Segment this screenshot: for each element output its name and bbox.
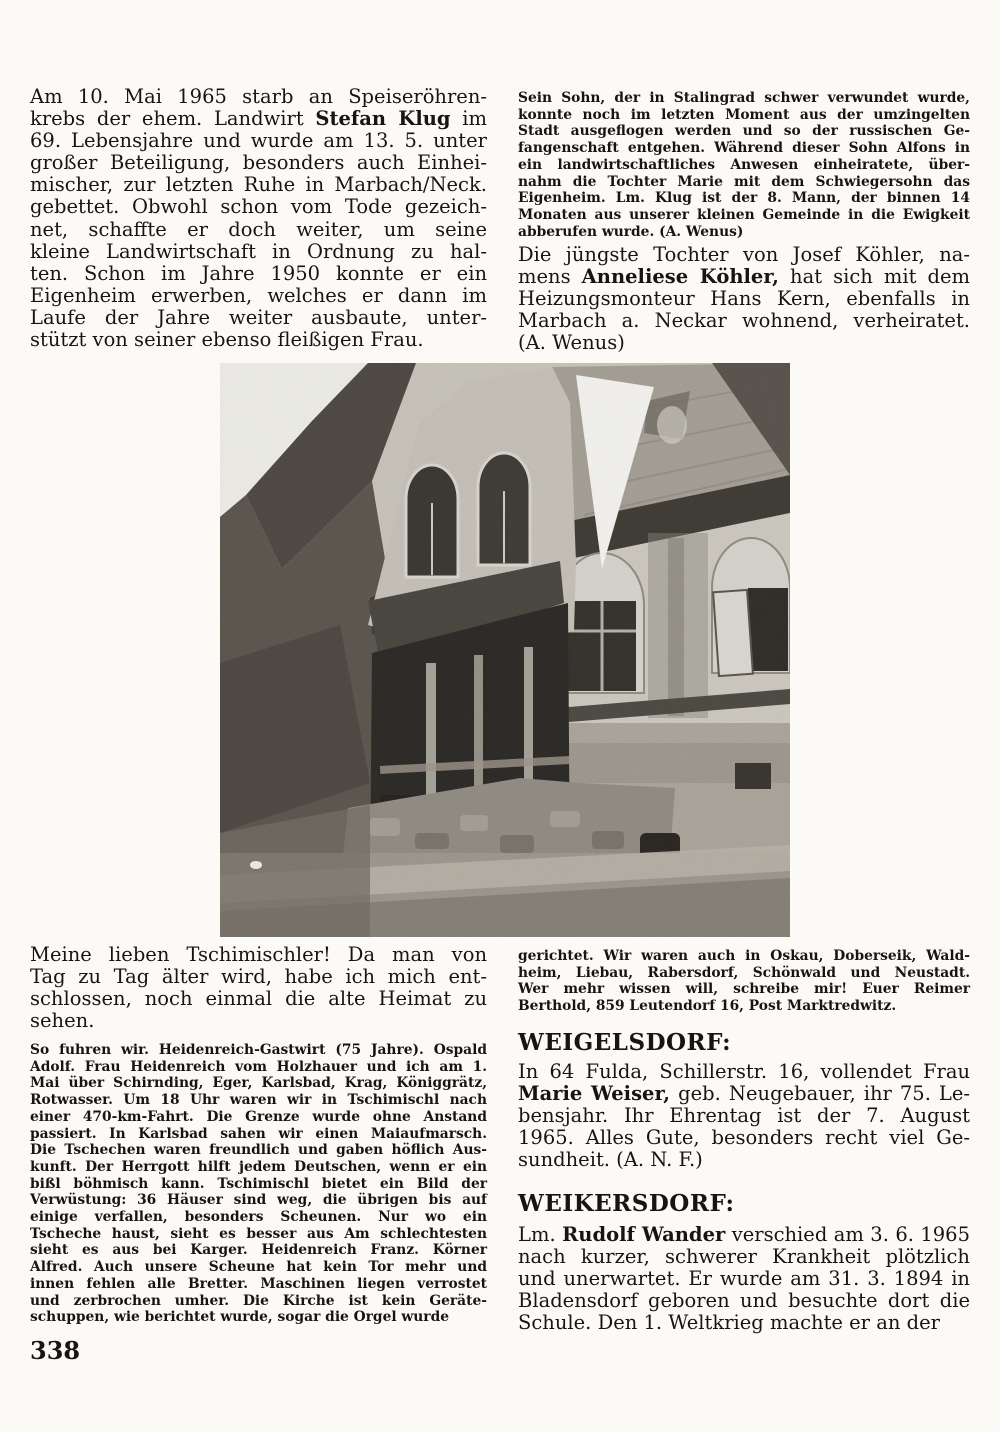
text-line: ein landwirtschaftliches Anwesen einheiratete, über-	[518, 156, 970, 173]
text-line: konnte noch im letzten Moment aus der umzingelten	[518, 106, 970, 123]
text-line: Die Tschechen waren freundlich und gaben höflich Aus-	[30, 1142, 487, 1159]
text-line: und unerwartet. Er wurde am 31. 3. 1894 in	[518, 1267, 970, 1291]
section-heading-weikersdorf: WEIKERSDORF:	[518, 1190, 735, 1217]
text-line: 69. Lebensjahre und wurde am 13. 5. unter	[30, 129, 487, 153]
text-line: stützt von seiner ebenso fleißigen Frau.	[30, 328, 424, 352]
text-line: passiert. In Karlsbad sahen wir einen Maiaufmarsch.	[30, 1125, 487, 1142]
article-travel-report-end	[518, 948, 970, 1015]
text-line: Alfred. Auch unsere Scheune hat kein Tor mehr und	[30, 1259, 487, 1276]
text-line: bißl böhmisch kann. Tschimischl bietet ein Bild der	[30, 1175, 487, 1192]
text-line: In 64 Fulda, Schillerstr. 16, vollendet Frau	[518, 1060, 970, 1083]
text-line: Marbach a. Neckar wohnend, verheiratet.	[518, 309, 970, 333]
section-heading-weigelsdorf: WEIGELSDORF:	[518, 1029, 732, 1056]
text-line: großer Beteiligung, besonders auch Einhei-	[30, 151, 487, 175]
text-line: abberufen wurde. (A. Wenus)	[518, 223, 744, 240]
text-line: Am 10. Mai 1965 starb an Speiseröhren-	[30, 85, 487, 108]
text-line: Sein Sohn, der in Stalingrad schwer verwundet wurde,	[518, 90, 970, 106]
text-line: (A. Wenus)	[518, 331, 625, 355]
text-line: Meine lieben Tschimischler! Da man von	[30, 943, 487, 966]
text-line: schlossen, noch einmal die alte Heimat zu	[30, 987, 487, 1011]
text-line: Verwüstung: 36 Häuser sind weg, die übrigen bis auf	[30, 1192, 487, 1209]
text-line: einige verfallen, besonders Scheunen. Nur wo ein	[30, 1209, 487, 1226]
text-line: nahm die Tochter Marie mit dem Schwiegersohn das	[518, 173, 970, 190]
text-line: Monaten aus unserer kleinen Gemeinde in die Ewigkeit	[518, 206, 970, 223]
article-travel-report	[30, 1042, 487, 1326]
article-travel-letter-intro	[30, 944, 487, 1032]
photo-ruined-farmhouse	[220, 363, 790, 937]
text-line: krebs der ehem. Landwirt Stefan Klug im	[30, 107, 487, 131]
text-line: einer 470-km-Fahrt. Die Grenze wurde ohne Anstand	[30, 1108, 487, 1125]
text-line: Bladensdorf geboren und besuchte dort die	[518, 1289, 970, 1313]
text-line: fangenschaft entgehen. Während dieser Sohn Alfons in	[518, 140, 970, 157]
text-line: sundheit. (A. N. F.)	[518, 1148, 703, 1172]
photo-ruined-farmhouse-drawing	[220, 363, 790, 937]
text-line: bensjahr. Ihr Ehrentag ist der 7. August	[518, 1104, 970, 1128]
text-line: Stadt ausgeflogen werden und so der russischen Ge-	[518, 123, 970, 140]
text-line: Schule. Den 1. Weltkrieg machte er an der	[518, 1311, 940, 1335]
text-line: nach kurzer, schwerer Krankheit plötzlich	[518, 1245, 970, 1269]
text-line: gerichtet. Wir waren auch in Oskau, Doberseik, Wald-	[518, 948, 970, 964]
text-line: Berthold, 859 Leutendorf 16, Post Marktredwitz.	[518, 998, 897, 1015]
text-line: Mai über Schirnding, Eger, Karlsbad, Krag, Königgrätz,	[30, 1075, 487, 1092]
text-line: Tscheche haust, sieht es besser aus Am schlechtesten	[30, 1225, 487, 1242]
text-line: Lm. Rudolf Wander verschied am 3. 6. 1965	[518, 1223, 970, 1246]
article-obituary-stefan-klug	[30, 86, 487, 351]
text-line: schuppen, wie berichtet wurde, sogar die Orgel wurde	[30, 1309, 449, 1326]
text-line: mens Anneliese Köhler, hat sich mit dem	[518, 265, 971, 289]
article-weigelsdorf	[518, 1061, 970, 1171]
text-line: innen fehlen alle Bretter. Maschinen liegen verrostet	[30, 1275, 487, 1292]
text-line: Rotwasser. Um 18 Uhr waren wir in Tschimischl nach	[30, 1092, 487, 1109]
text-line: gebettet. Obwohl schon vom Tode gezeich-	[30, 195, 487, 219]
article-weikersdorf	[518, 1224, 970, 1334]
text-line: Laufe der Jahre weiter ausbaute, unter-	[30, 305, 487, 329]
article-obituary-klug-continuation	[518, 90, 970, 240]
text-line: Eigenheim. Lm. Klug ist der 8. Mann, der binnen 14	[518, 190, 970, 207]
text-line: 1965. Alles Gute, besonders recht viel Ge-	[518, 1126, 970, 1150]
text-line: Adolf. Frau Heidenreich vom Holzhauer und ich am 1.	[30, 1058, 487, 1075]
text-line: sieht es aus bei Karger. Heidenreich Franz. Körner	[30, 1242, 487, 1259]
text-line: sehen.	[30, 1009, 95, 1033]
text-line: kunft. Der Herrgott hilft jedem Deutschen, wenn er ein	[30, 1158, 487, 1175]
text-line: Eigenheim erwerben, welches er dann im	[30, 283, 487, 307]
text-line: Die jüngste Tochter von Josef Köhler, na-	[518, 243, 970, 266]
text-line: heim, Liebau, Rabersdorf, Schönwald und Neustadt.	[518, 964, 970, 981]
text-line: Marie Weiser, geb. Neugebauer, ihr 75. Le-	[518, 1082, 971, 1106]
text-line: und zerbrochen umher. Die Kirche ist kein Geräte-	[30, 1292, 487, 1309]
text-line: So fuhren wir. Heidenreich-Gastwirt (75 Jahre). Ospald	[30, 1042, 487, 1058]
text-line: ten. Schon im Jahre 1950 konnte er ein	[30, 261, 487, 285]
text-line: mischer, zur letzten Ruhe in Marbach/Neck.	[30, 173, 487, 197]
text-line: kleine Landwirtschaft in Ordnung zu hal-	[30, 239, 487, 263]
page-number: 338	[30, 1336, 81, 1365]
text-line: Tag zu Tag älter wird, habe ich mich ent-	[30, 965, 487, 989]
article-wedding-koehler	[518, 244, 970, 354]
text-line: Heizungsmonteur Hans Kern, ebenfalls in	[518, 287, 970, 311]
text-line: Wer mehr wissen will, schreibe mir! Euer Reimer	[518, 981, 970, 998]
text-line: net, schaffte er doch weiter, um seine	[30, 217, 487, 241]
